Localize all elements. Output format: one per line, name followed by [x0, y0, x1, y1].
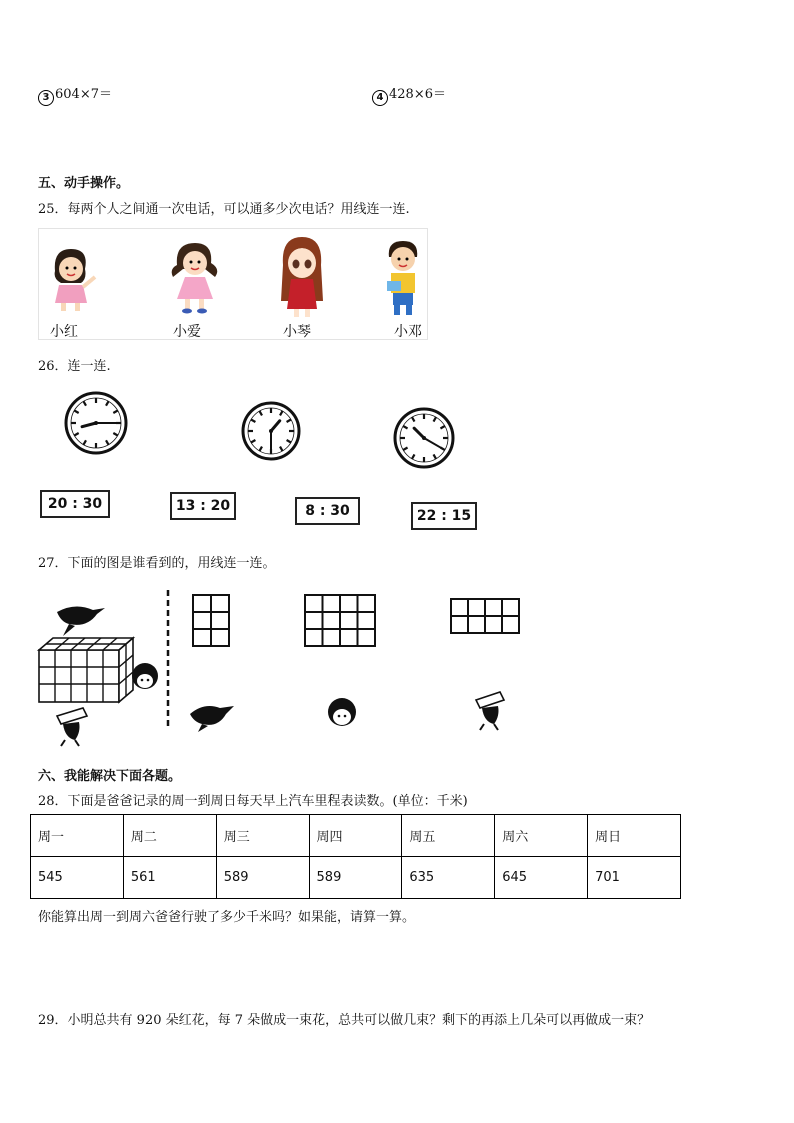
kid-xiaohong-illustration	[45, 243, 101, 315]
time-card-4: 22 : 15	[411, 502, 477, 530]
clock-1	[61, 390, 131, 456]
question-27: 27．下面的图是谁看到的，用线连一连。	[38, 556, 276, 571]
section-5-title: 五、动手操作。	[38, 176, 130, 191]
time-card-3: 8 : 30	[295, 497, 360, 525]
observer-curly-kid-icon	[326, 696, 358, 732]
question-28-ask: 你能算出周一到周六爸爸行驶了多少千米吗？如果能，请算一算。	[38, 910, 416, 925]
calc-item-3-text: 604×7＝	[55, 87, 112, 102]
table-header-cell: 周五	[402, 815, 495, 857]
kid-name-4: 小邓	[394, 324, 422, 340]
table-cell: 635	[402, 857, 495, 899]
table-header-cell: 周三	[216, 815, 309, 857]
kid-name-3: 小琴	[283, 324, 311, 340]
kid-name-1: 小红	[50, 324, 78, 340]
table-header-cell: 周四	[309, 815, 402, 857]
table-cell: 701	[588, 857, 681, 899]
table-header-cell: 周二	[123, 815, 216, 857]
clock-center	[422, 436, 426, 440]
section-6-title: 六、我能解决下面各题。	[38, 769, 182, 784]
mileage-table	[30, 814, 681, 899]
table-header-row	[31, 815, 681, 857]
table-cell: 589	[216, 857, 309, 899]
dashed-divider	[165, 590, 171, 730]
table-header-cell: 周一	[31, 815, 124, 857]
observer-hat-boy-icon	[472, 690, 510, 732]
observer-bird-icon	[186, 700, 240, 734]
view-grid-1	[192, 594, 232, 648]
cube-stack-figure	[35, 600, 165, 748]
item-number-3: 3	[38, 90, 54, 106]
bird-icon	[57, 606, 105, 636]
curly-kid-icon	[132, 663, 158, 689]
kids-picture-box	[38, 228, 428, 340]
clock-2	[238, 400, 304, 462]
hat-boy-icon	[57, 708, 87, 746]
clock-center	[94, 421, 98, 425]
clock-3	[390, 406, 458, 470]
time-card-1: 20 : 30	[40, 490, 110, 518]
kid-name-2: 小爱	[173, 324, 201, 340]
question-29: 29．小明总共有 920 朵红花，每 7 朵做成一束花，总共可以做几束？剩下的再添上几朵可以再做成一束？	[38, 1013, 651, 1028]
table-cell: 645	[495, 857, 588, 899]
calc-item-3	[38, 83, 112, 106]
view-grid-3	[450, 598, 522, 636]
table-cell: 589	[309, 857, 402, 899]
table-cell: 545	[31, 857, 124, 899]
question-26: 26．连一连.	[38, 359, 111, 374]
time-card-2: 13 : 20	[170, 492, 236, 520]
table-header-cell: 周日	[588, 815, 681, 857]
kid-xiaodeng-illustration	[379, 237, 425, 321]
table-cell: 561	[123, 857, 216, 899]
kid-xiaoai-illustration	[165, 239, 225, 317]
calc-item-4-text: 428×6＝	[389, 87, 446, 102]
question-25: 25．每两个人之间通一次电话，可以通多少次电话？用线连一连.	[38, 202, 410, 217]
clock-center	[269, 429, 273, 433]
view-grid-2	[304, 594, 378, 648]
item-number-4: 4	[372, 90, 388, 106]
table-header-cell: 周六	[495, 815, 588, 857]
kid-xiaoqin-illustration	[277, 235, 327, 319]
question-28: 28．下面是爸爸记录的周一到周日每天早上汽车里程表读数。(单位：千米)	[38, 794, 468, 809]
calc-item-4	[372, 83, 446, 106]
table-row	[31, 857, 681, 899]
